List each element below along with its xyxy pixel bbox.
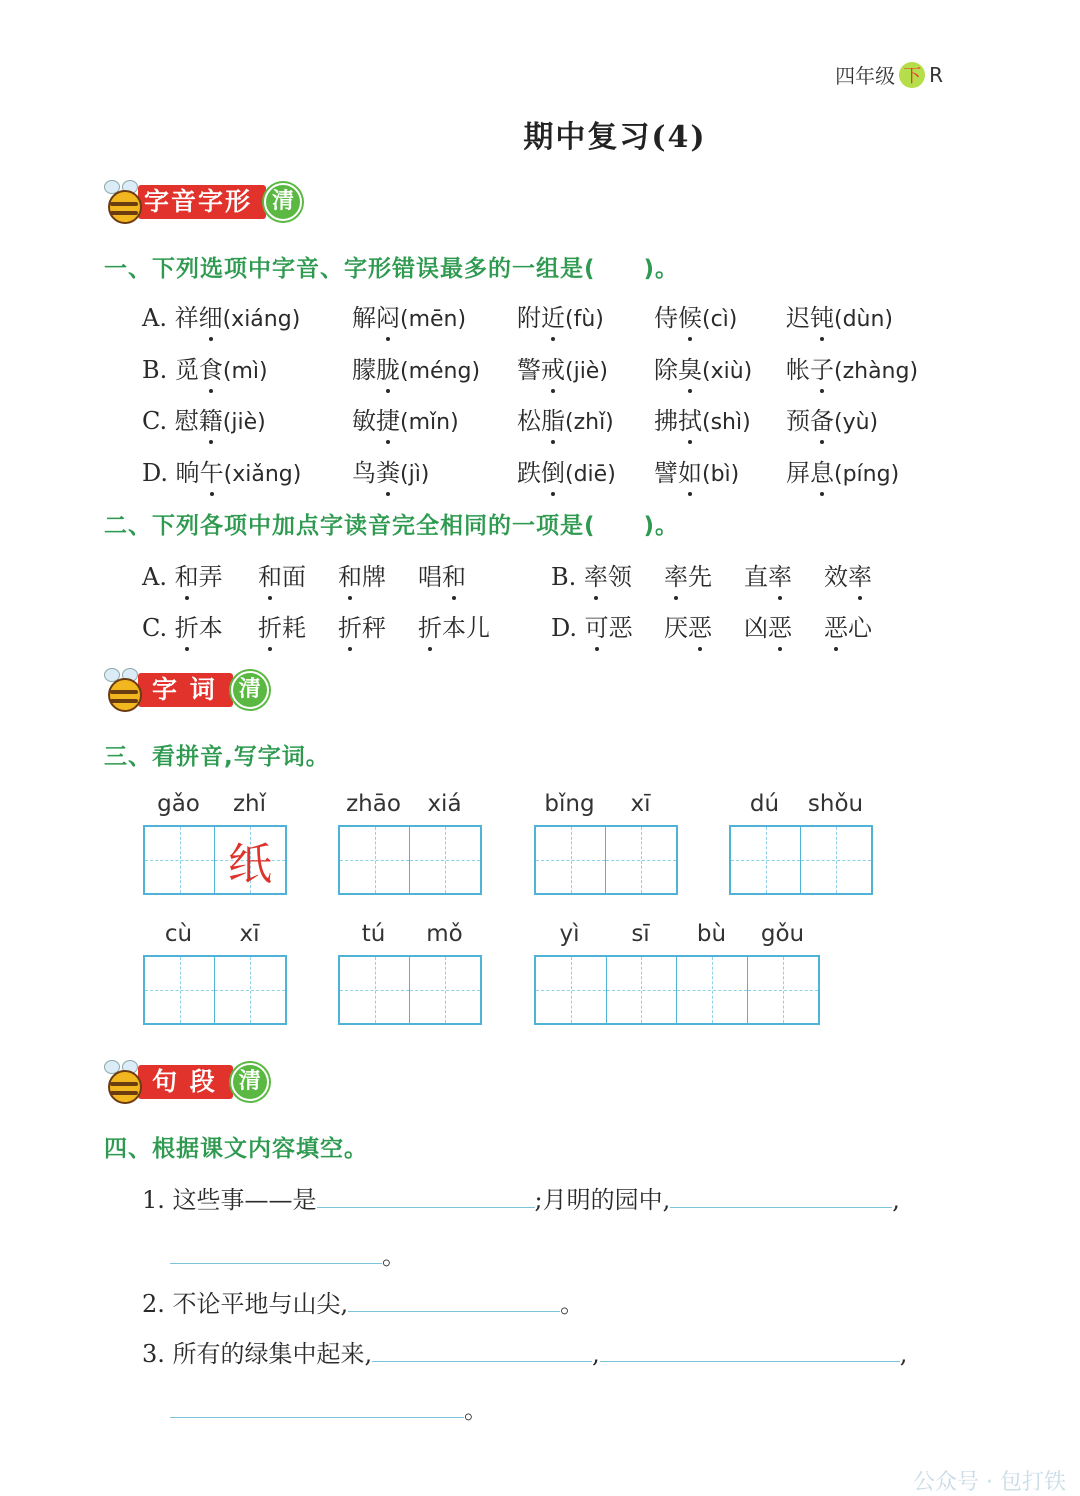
bee-icon: [102, 180, 144, 224]
option-word: [517, 298, 604, 333]
fill-text: 1. 这些事——是: [142, 1186, 317, 1214]
fill-text: 。: [464, 1396, 488, 1424]
pinyin-label: gǎo: [157, 791, 200, 817]
pinyin-label: bù: [696, 921, 727, 947]
word-suffix: 心: [848, 614, 872, 642]
writing-cell[interactable]: [606, 827, 676, 893]
dotted-char: 恶: [768, 608, 792, 643]
blank[interactable]: [348, 1289, 560, 1312]
watermark: 公众号 · 包打铁: [913, 1470, 1066, 1495]
blank[interactable]: [372, 1339, 592, 1362]
word-prefix: 凶: [744, 614, 768, 642]
pinyin: (shì): [702, 410, 751, 435]
pinyin: (mì): [222, 359, 268, 384]
fill-line-1: [142, 1180, 900, 1215]
word-suffix: 先: [688, 563, 712, 591]
option-word: [352, 401, 459, 436]
word-prefix: 唱: [418, 563, 442, 591]
option-letter: C.: [142, 407, 175, 435]
tianzige-box: [729, 825, 873, 895]
writing-cell[interactable]: [215, 957, 285, 1023]
writing-cell[interactable]: [536, 957, 607, 1023]
pinyin: (xiǎng): [223, 462, 302, 487]
option-word: [654, 453, 739, 488]
pinyin: (dùn): [834, 307, 894, 332]
dotted-char: 率: [768, 557, 792, 592]
pinyin: (píng): [834, 462, 900, 487]
pinyin-label: mǒ: [426, 921, 463, 947]
word-char: 敏: [352, 407, 376, 435]
pinyin-label: shǒu: [807, 791, 864, 817]
word-prefix: D.: [551, 614, 585, 642]
dotted-char: 折: [338, 608, 362, 643]
fill-line-2: [142, 1284, 584, 1319]
option-word: [258, 608, 306, 643]
dotted-char: 折: [418, 608, 442, 643]
option-letter: A.: [142, 304, 175, 332]
dotted-char: 子: [810, 350, 834, 385]
dotted-char: 率: [584, 557, 608, 592]
option-word: [744, 608, 792, 643]
dotted-char: 率: [848, 557, 872, 592]
option-word: [786, 401, 878, 436]
word-suffix: 牌: [362, 563, 386, 591]
pinyin: (mǐn): [400, 410, 459, 435]
dotted-char: 和: [175, 557, 199, 592]
option-word: [418, 608, 490, 643]
dotted-char: 闷: [376, 298, 400, 333]
word-char: 附: [517, 304, 541, 332]
section-banner-words: [102, 668, 269, 712]
banner-label: 字 词: [138, 673, 233, 707]
writing-cell[interactable]: [410, 957, 480, 1023]
pinyin: (zhàng): [834, 359, 919, 384]
writing-cell[interactable]: [215, 827, 285, 893]
pinyin: (yù): [834, 410, 879, 435]
grade-label: [835, 60, 943, 89]
word-char: 鸟: [352, 459, 376, 487]
option-word: [338, 557, 386, 592]
dotted-char: 率: [664, 557, 688, 592]
dotted-char: 恶: [824, 608, 848, 643]
dotted-char: 拭: [678, 401, 702, 436]
option-word: [786, 453, 899, 488]
word-suffix: 本: [198, 614, 223, 642]
section-banner-sentences: [102, 1060, 269, 1104]
option-word: [744, 557, 792, 592]
pinyin: (xiù): [702, 359, 753, 384]
pinyin: (xiáng): [222, 307, 301, 332]
fill-text: 。: [560, 1290, 585, 1318]
dotted-char: 近: [541, 298, 565, 333]
pinyin: (cì): [702, 307, 738, 332]
question-2-prompt: 二、下列各项中加点字读音完全相同的一项是( )。: [104, 513, 680, 539]
word-char: 屏: [786, 459, 810, 487]
dotted-char: 戒: [541, 350, 565, 385]
writing-cell[interactable]: [748, 957, 819, 1023]
blank[interactable]: [170, 1241, 382, 1264]
dotted-char: 如: [678, 453, 702, 488]
option-word: [142, 401, 266, 436]
fill-line-1-cont: [170, 1236, 406, 1271]
pinyin-label: tú: [361, 921, 386, 947]
blank[interactable]: [170, 1395, 464, 1418]
word-char: 侍: [654, 304, 678, 332]
dotted-char: 粪: [376, 453, 400, 488]
dotted-char: 食: [199, 350, 223, 385]
dotted-char: 细: [199, 298, 223, 333]
dotted-char: 籍: [199, 401, 223, 436]
pinyin: (jiè): [222, 410, 266, 435]
bee-icon: [102, 668, 144, 712]
writing-cell[interactable]: [536, 827, 606, 893]
word-prefix: 直: [744, 563, 768, 591]
dotted-char: 折: [175, 608, 199, 643]
answer-char: 纸: [228, 839, 272, 890]
option-word: [517, 350, 608, 385]
grade-suffix: R: [929, 62, 943, 87]
pinyin-label: xiá: [427, 791, 462, 817]
writing-cell[interactable]: [340, 827, 410, 893]
option-word: [654, 350, 752, 385]
writing-cell[interactable]: [145, 957, 215, 1023]
pinyin: (jì): [400, 462, 430, 487]
grade-prefix: 四年级: [835, 64, 896, 88]
option-word: [142, 557, 223, 592]
option-word: [352, 350, 480, 385]
pinyin-label: dú: [749, 791, 780, 817]
fill-text: 。: [382, 1242, 406, 1270]
word-char: 除: [654, 356, 678, 384]
blank[interactable]: [600, 1339, 900, 1362]
banner-label: 句 段: [138, 1065, 233, 1099]
option-word: [551, 557, 632, 592]
qing-badge-icon: 清: [231, 671, 269, 709]
pinyin-label: yì: [559, 921, 580, 947]
word-suffix: 面: [282, 563, 306, 591]
option-word: [352, 298, 466, 333]
option-word: [142, 298, 300, 333]
dotted-char: 和: [338, 557, 362, 592]
section-banner-pronunciation: [102, 180, 302, 224]
bee-icon: [102, 1060, 144, 1104]
tianzige-box: [534, 955, 820, 1025]
dotted-char: 胧: [376, 350, 400, 385]
blank[interactable]: [670, 1185, 892, 1208]
qing-badge-icon: 清: [231, 1063, 269, 1101]
option-word: [824, 608, 872, 643]
option-word: [418, 557, 466, 592]
dotted-char: 倒: [541, 453, 565, 488]
option-word: [517, 401, 614, 436]
tianzige-box: [534, 825, 678, 895]
pinyin-label: zhāo: [346, 791, 401, 817]
fill-line-3: [142, 1334, 907, 1369]
dotted-char: 备: [810, 401, 834, 436]
word-char: 拂: [654, 407, 678, 435]
option-word: [824, 557, 872, 592]
pinyin: (mēn): [400, 307, 467, 332]
option-word: [142, 453, 301, 488]
pinyin: (jiè): [565, 359, 608, 384]
dotted-char: 午: [200, 453, 224, 488]
option-letter: B.: [142, 356, 175, 384]
pinyin-label: xī: [239, 921, 260, 947]
pinyin-label: bǐng: [544, 791, 595, 817]
pinyin: (bì): [702, 462, 740, 487]
word-char: 解: [352, 304, 376, 332]
word-suffix: 领: [607, 563, 632, 591]
writing-cell[interactable]: [677, 957, 748, 1023]
page-title: 期中复习(4): [523, 120, 707, 155]
pinyin-label: sī: [631, 921, 650, 947]
pinyin: (méng): [400, 359, 481, 384]
option-letter: D.: [142, 459, 176, 487]
dotted-char: 折: [258, 608, 282, 643]
writing-cell[interactable]: [801, 827, 871, 893]
option-word: [654, 401, 751, 436]
word-char: 晌: [175, 459, 200, 487]
dotted-char: 候: [678, 298, 702, 333]
option-word: [786, 298, 893, 333]
word-char: 跌: [517, 459, 541, 487]
question-1-prompt: 一、下列选项中字音、字形错误最多的一组是( )。: [104, 256, 680, 282]
tianzige-box: [143, 825, 287, 895]
option-word: [654, 298, 737, 333]
blank[interactable]: [317, 1185, 535, 1208]
banner-label: 字音字形: [138, 185, 266, 219]
option-word: [258, 557, 306, 592]
tianzige-box: [338, 955, 482, 1025]
fill-text: ;月明的园中,: [534, 1186, 671, 1214]
dotted-char: 和: [258, 557, 282, 592]
word-prefix: 厌: [664, 614, 688, 642]
question-4-prompt: 四、根据课文内容填空。: [104, 1136, 368, 1162]
writing-cell[interactable]: [145, 827, 215, 893]
dotted-char: 息: [810, 453, 834, 488]
pinyin-label: gǒu: [760, 921, 805, 947]
option-word: [551, 608, 633, 643]
pinyin: (diē): [565, 462, 616, 487]
qing-badge-icon: 清: [264, 183, 302, 221]
word-suffix: 秤: [362, 614, 386, 642]
dotted-char: 和: [442, 557, 466, 592]
option-word: [338, 608, 386, 643]
word-prefix: B.: [551, 563, 584, 591]
dotted-char: 恶: [688, 608, 712, 643]
word-char: 松: [517, 407, 541, 435]
word-suffix: 本儿: [442, 614, 490, 642]
pinyin-label: xī: [630, 791, 651, 817]
dotted-char: 脂: [541, 401, 565, 436]
word-char: 觅: [174, 356, 199, 384]
writing-cell[interactable]: [731, 827, 801, 893]
writing-cell[interactable]: [410, 827, 480, 893]
word-char: 预: [786, 407, 810, 435]
option-word: [517, 453, 616, 488]
option-word: [786, 350, 918, 385]
option-word: [664, 557, 712, 592]
option-word: [664, 608, 712, 643]
fill-text: 3. 所有的绿集中起来,: [142, 1340, 373, 1368]
writing-cell[interactable]: [607, 957, 678, 1023]
tianzige-box: [338, 825, 482, 895]
dotted-char: 臭: [678, 350, 702, 385]
option-word: [142, 350, 268, 385]
word-char: 祥: [174, 304, 199, 332]
pinyin-label: cù: [164, 921, 193, 947]
word-char: 慰: [174, 407, 199, 435]
word-prefix: C.: [142, 614, 175, 642]
word-char: 警: [517, 356, 541, 384]
dotted-char: 捷: [376, 401, 400, 436]
question-3-prompt: 三、看拼音,写字词。: [104, 744, 330, 770]
word-prefix: 效: [824, 563, 848, 591]
word-suffix: 弄: [198, 563, 223, 591]
tianzige-box: [143, 955, 287, 1025]
word-suffix: 耗: [282, 614, 306, 642]
word-char: 迟: [786, 304, 810, 332]
word-char: 帐: [786, 356, 810, 384]
fill-line-3-cont: [170, 1390, 488, 1425]
fill-text: ,: [892, 1186, 900, 1214]
dotted-char: 钝: [810, 298, 834, 333]
pinyin: (zhǐ): [565, 410, 614, 435]
pinyin: (fù): [565, 307, 604, 332]
fill-text: 2. 不论平地与山尖,: [142, 1290, 349, 1318]
word-char: 朦: [352, 356, 376, 384]
option-word: [142, 608, 223, 643]
option-word: [352, 453, 429, 488]
dotted-char: 可: [585, 608, 609, 643]
writing-cell[interactable]: [340, 957, 410, 1023]
word-suffix: 恶: [608, 614, 633, 642]
pinyin-label: zhǐ: [232, 791, 267, 817]
word-prefix: A.: [142, 563, 175, 591]
grade-badge: 下: [899, 62, 925, 88]
fill-text: ,: [899, 1340, 908, 1368]
fill-text: ,: [592, 1340, 600, 1368]
word-char: 譬: [654, 459, 678, 487]
